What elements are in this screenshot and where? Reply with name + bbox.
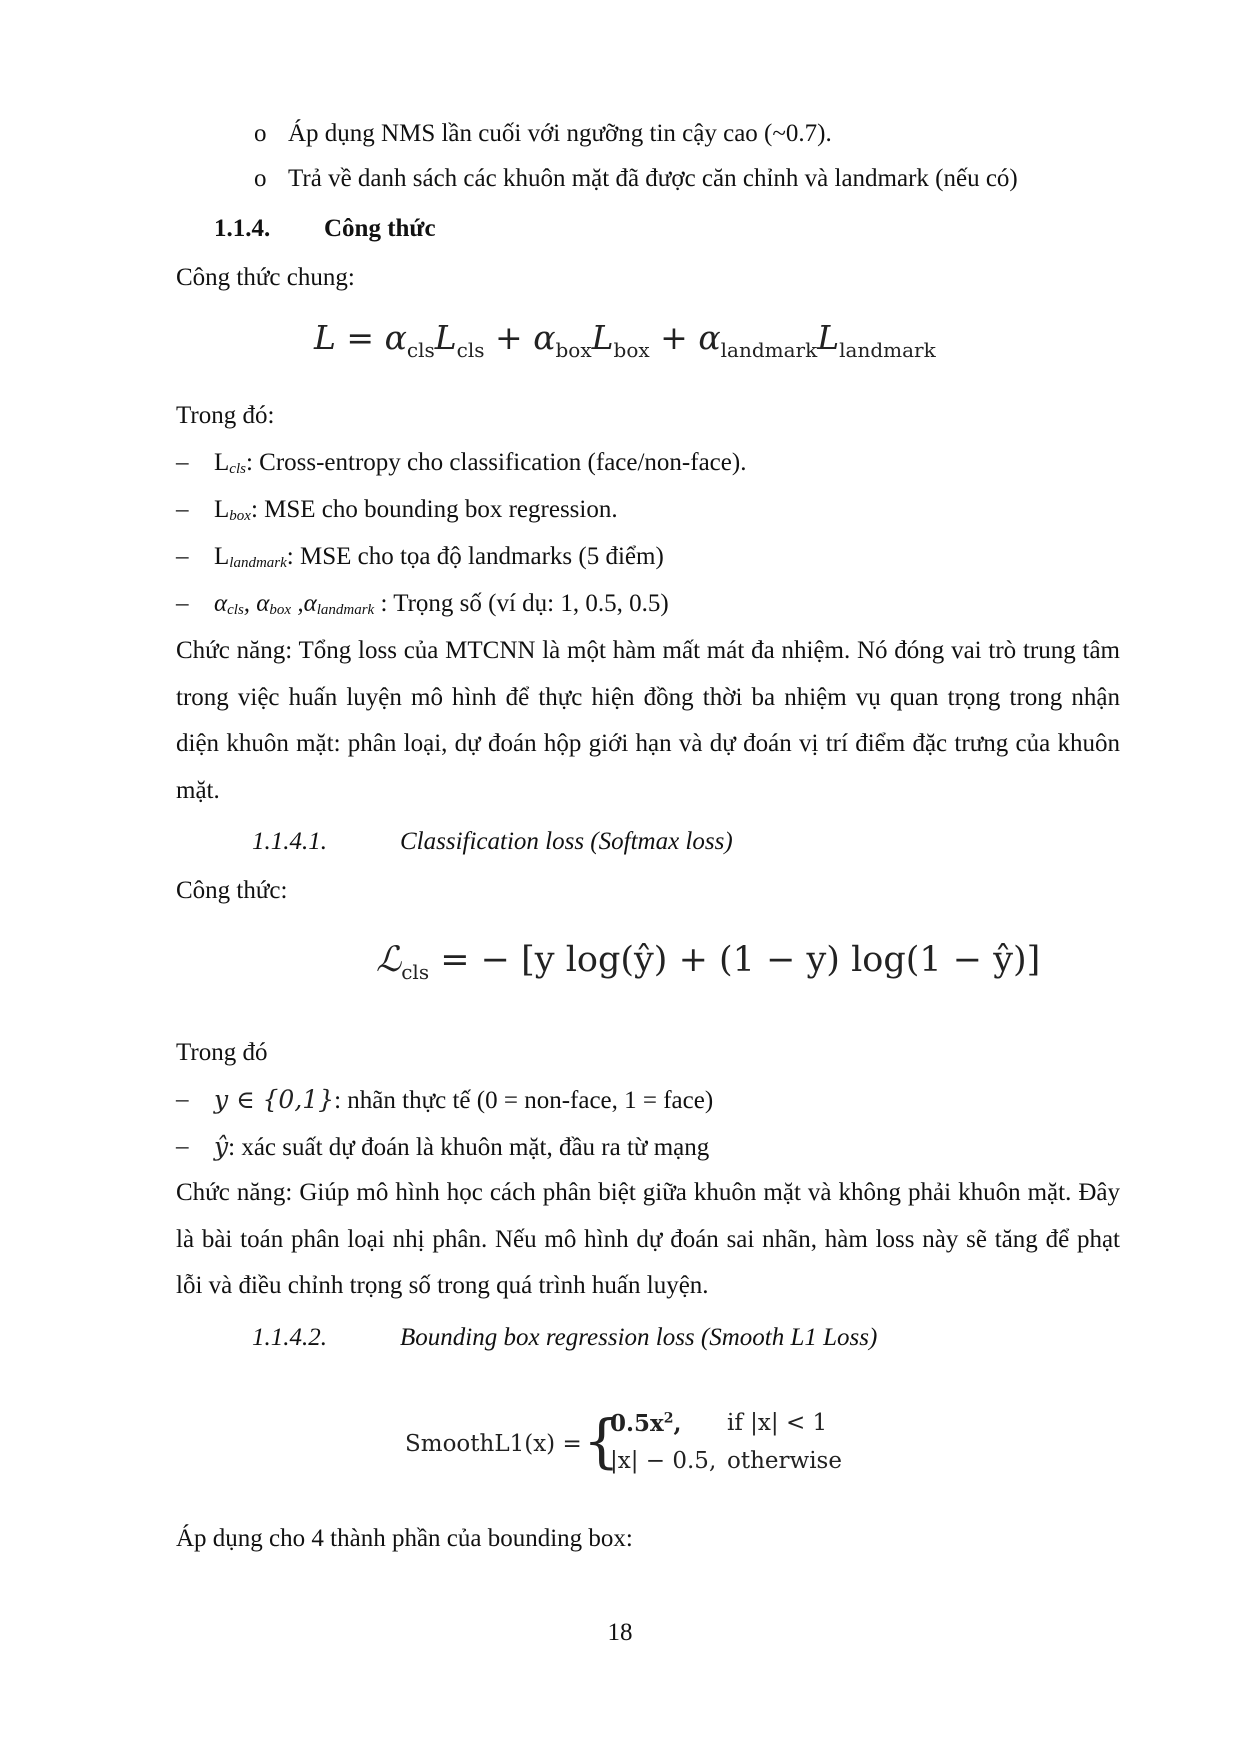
case2-condition: otherwise xyxy=(727,1448,842,1474)
definition-text: : xác suất dự đoán là khuôn mặt, đầu ra từ mạng xyxy=(228,1134,710,1161)
formula-total-loss xyxy=(314,316,936,372)
symbol-subscript: box xyxy=(269,602,292,618)
symbol: y ∈ {0,1} xyxy=(214,1085,335,1114)
section-number: 1.1.4. xyxy=(214,215,271,242)
bullet-marker: o xyxy=(254,120,267,147)
symbol-subscript: cls xyxy=(227,602,244,618)
symbol: L xyxy=(214,496,230,523)
symbol-subscript: cls xyxy=(229,461,246,477)
definition-llandmark xyxy=(176,541,664,573)
formula-term: + xyxy=(660,318,688,357)
subsection-number: 1.1.4.2. xyxy=(252,1324,327,1351)
definition-text: : MSE cho bounding box regression. xyxy=(250,496,618,523)
page-number: 18 xyxy=(607,1619,633,1646)
definition-lbox xyxy=(176,494,618,526)
formula-term: + xyxy=(495,318,523,357)
bullet-item-nms xyxy=(254,118,832,150)
formula-label: Công thức: xyxy=(176,877,288,904)
separator: , xyxy=(243,590,257,617)
dash-marker: – xyxy=(176,590,189,617)
dash-marker: – xyxy=(176,1133,189,1160)
subsection-heading-1 xyxy=(252,826,733,858)
formula-term: L xyxy=(817,318,840,357)
formula-term: landmark xyxy=(720,338,818,362)
formula-term: α xyxy=(384,318,407,357)
subsection-title: Bounding box regression loss (Smooth L1 Loss) xyxy=(400,1324,878,1351)
definition-yhat xyxy=(176,1131,710,1163)
formula-term: = xyxy=(346,318,375,357)
formula-cls-loss xyxy=(376,937,1040,995)
bullet-text: Trả về danh sách các khuôn mặt đã được căn chỉnh và landmark (nếu có) xyxy=(288,165,1018,192)
symbol: L xyxy=(214,543,230,570)
subsection-title: Classification loss (Softmax loss) xyxy=(400,828,733,855)
formula-term: cls xyxy=(406,338,435,362)
function-paragraph-1: Chức năng: Tổng loss của MTCNN là một hàm mất mát đa nhiệm. Nó đóng vai trò trung tâm trong việc huấn luyện mô hình để thực hiện đồng thời ba nhiệm vụ quan trọng trong nhận diện khuôn mặt: phân loại, dự đoán hộp giới hạn và dự đoán vị trí điểm đặc trưng của khuôn mặt. xyxy=(176,637,1120,804)
definition-y xyxy=(176,1084,714,1116)
formula-term: ℒ xyxy=(376,940,402,980)
formula-lhs: SmoothL1(x) = xyxy=(405,1431,582,1457)
subsection-number: 1.1.4.1. xyxy=(252,828,327,855)
separator: , xyxy=(291,590,304,617)
bullet-text: Áp dụng NMS lần cuối với ngưỡng tin cậy cao (~0.7). xyxy=(288,120,832,147)
where-label-2: Trong đó xyxy=(176,1039,268,1066)
formula-term: L xyxy=(314,318,336,357)
function-paragraph-2: Chức năng: Giúp mô hình học cách phân biệt giữa khuôn mặt và không phải khuôn mặt. Đây là bài toán phân loại nhị phân. Nếu mô hình dự đoán sai nhãn, hàm loss này sẽ tăng để phạt lỗi và điều chỉnh trọng số trong quá trình huấn luyện. xyxy=(176,1179,1120,1299)
dash-marker: – xyxy=(176,449,189,476)
where-label: Trong đó: xyxy=(176,402,275,429)
definition-text: : nhãn thực tế (0 = non-face, 1 = face) xyxy=(334,1087,714,1114)
symbol: ŷ xyxy=(214,1132,229,1161)
definition-text: : Trọng số (ví dụ: 1, 0.5, 0.5) xyxy=(374,590,669,617)
symbol-subscript: landmark xyxy=(316,602,375,618)
bullet-marker: o xyxy=(254,165,267,192)
formula-term: L xyxy=(591,318,614,357)
definition-lcls xyxy=(176,447,747,479)
dash-marker: – xyxy=(176,496,189,523)
section-heading xyxy=(214,213,436,245)
brace-symbol: { xyxy=(583,1407,620,1475)
general-formula-label: Công thức chung: xyxy=(176,264,355,291)
symbol: α xyxy=(256,590,270,617)
formula-term: landmark xyxy=(839,338,936,362)
case1-comma: , xyxy=(673,1410,682,1437)
case1-base: 0.5x xyxy=(610,1410,664,1437)
formula-term: cls xyxy=(401,960,430,984)
definition-text: : Cross-entropy cho classification (face/non-face). xyxy=(245,449,747,476)
apply-label: Áp dụng cho 4 thành phần của bounding box: xyxy=(176,1525,633,1552)
case1-expression xyxy=(610,1410,682,1437)
symbol: L xyxy=(214,449,230,476)
case2-expression: |x| − 0.5, xyxy=(610,1448,717,1474)
dash-marker: – xyxy=(176,1086,189,1113)
section-title: Công thức xyxy=(324,215,436,242)
formula-term: box xyxy=(613,338,650,362)
formula-term: L xyxy=(434,318,457,357)
formula-term: = − [y log(ŷ) + (1 − y) log(1 − ŷ)] xyxy=(440,940,1041,980)
definition-alpha xyxy=(176,588,669,620)
symbol-subscript: landmark xyxy=(229,555,287,571)
formula-term: box xyxy=(555,338,592,362)
formula-term: α xyxy=(698,318,721,357)
symbol-subscript: box xyxy=(229,508,251,524)
definition-text: : MSE cho tọa độ landmarks (5 điểm) xyxy=(286,543,664,570)
case1-exponent: 2 xyxy=(663,1410,674,1427)
subsection-heading-2 xyxy=(252,1322,878,1354)
formula-term: α xyxy=(533,318,556,357)
dash-marker: – xyxy=(176,543,189,570)
case1-condition: if |x| < 1 xyxy=(727,1410,828,1436)
formula-smooth-l1 xyxy=(405,1406,845,1486)
symbol: α xyxy=(214,590,228,617)
formula-term: cls xyxy=(456,338,485,362)
symbol: α xyxy=(303,590,317,617)
bullet-item-return xyxy=(254,163,1018,195)
